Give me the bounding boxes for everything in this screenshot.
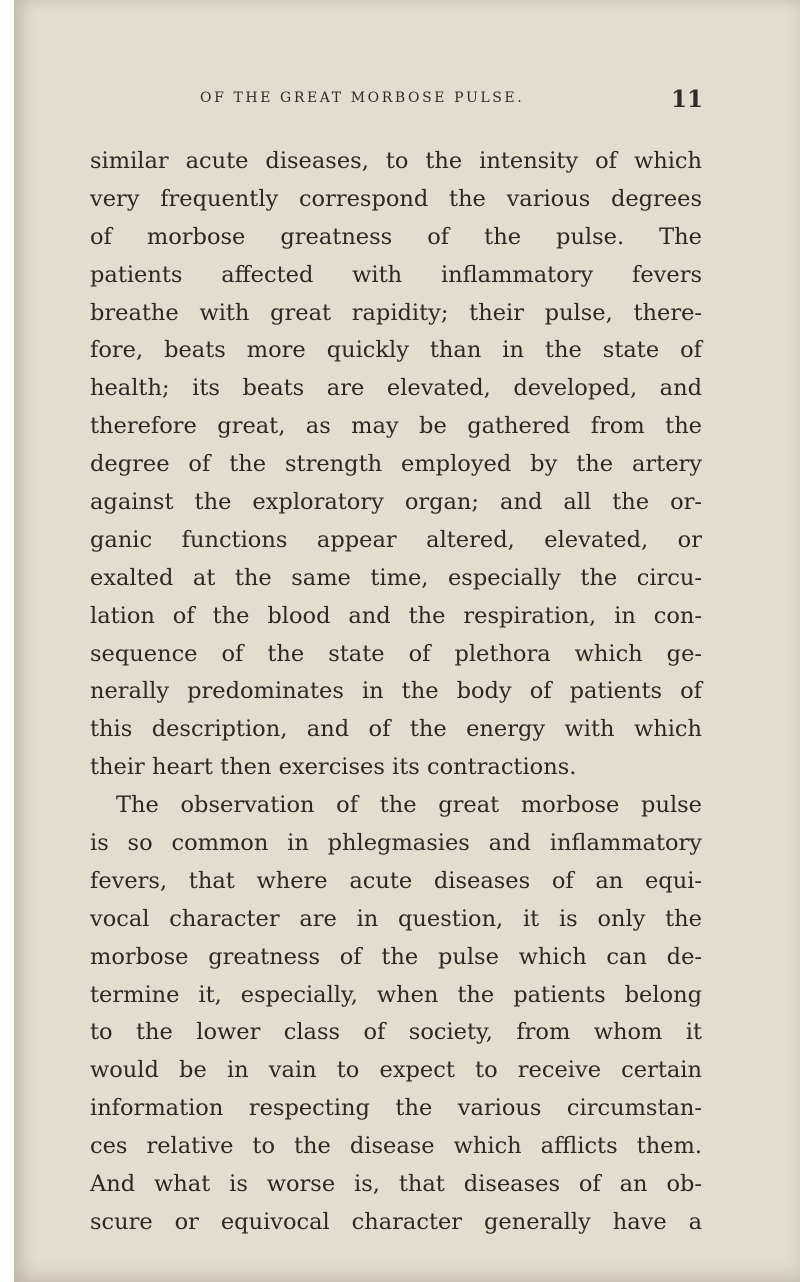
text-line-29: scure or equivocal character generally have a (90, 1208, 702, 1235)
text-line-20: fevers, that where acute diseases of an equi- (90, 867, 702, 894)
text-line-7: health; its beats are elevated, developed, and (90, 375, 702, 402)
text-line-28: And what is worse is, that diseases of an ob- (90, 1171, 702, 1198)
page-header (14, 86, 800, 118)
book-page (14, 0, 800, 1282)
text-line-21: vocal character are in question, it is only the (90, 905, 702, 932)
text-line-24: to the lower class of society, from whom it (90, 1019, 702, 1046)
text-line-11: ganic functions appear altered, elevated, or (90, 526, 702, 553)
text-line-8: therefore great, as may be gathered from the (90, 413, 702, 440)
text-line-15: nerally predominates in the body of patients of (90, 678, 702, 705)
page-number: 11 (671, 86, 704, 113)
text-line-1: similar acute diseases, to the intensity of which (90, 148, 702, 174)
body-text (90, 143, 702, 1242)
text-line-4: patients affected with inflammatory fevers (90, 261, 702, 288)
text-line-23: termine it, especially, when the patients belong (90, 981, 702, 1008)
text-line-22: morbose greatness of the pulse which can de- (90, 943, 702, 970)
text-line-19: is so common in phlegmasies and inflammatory (90, 830, 702, 857)
text-line-25: would be in vain to expect to receive certain (90, 1057, 702, 1084)
text-line-6: fore, beats more quickly than in the state of (90, 337, 702, 364)
text-line-3: of morbose greatness of the pulse. The (90, 223, 702, 250)
text-line-14: sequence of the state of plethora which ge- (90, 640, 702, 667)
text-line-16: this description, and of the energy with which (90, 716, 702, 743)
text-line-27: ces relative to the disease which afflicts them. (90, 1133, 702, 1160)
text-line-18: The observation of the great morbose pulse (116, 792, 702, 819)
text-line-17: their heart then exercises its contractions. (90, 754, 577, 781)
text-line-10: against the exploratory organ; and all the or- (90, 489, 702, 516)
text-line-9: degree of the strength employed by the artery (90, 451, 702, 478)
text-line-12: exalted at the same time, especially the circu- (90, 564, 702, 591)
text-line-26: information respecting the various circumstan- (90, 1095, 702, 1122)
text-line-5: breathe with great rapidity; their pulse, there- (90, 299, 702, 326)
text-line-13: lation of the blood and the respiration, in con- (90, 602, 702, 629)
running-title: OF THE GREAT MORBOSE PULSE. (200, 90, 525, 106)
text-line-2: very frequently correspond the various degrees (90, 185, 702, 212)
